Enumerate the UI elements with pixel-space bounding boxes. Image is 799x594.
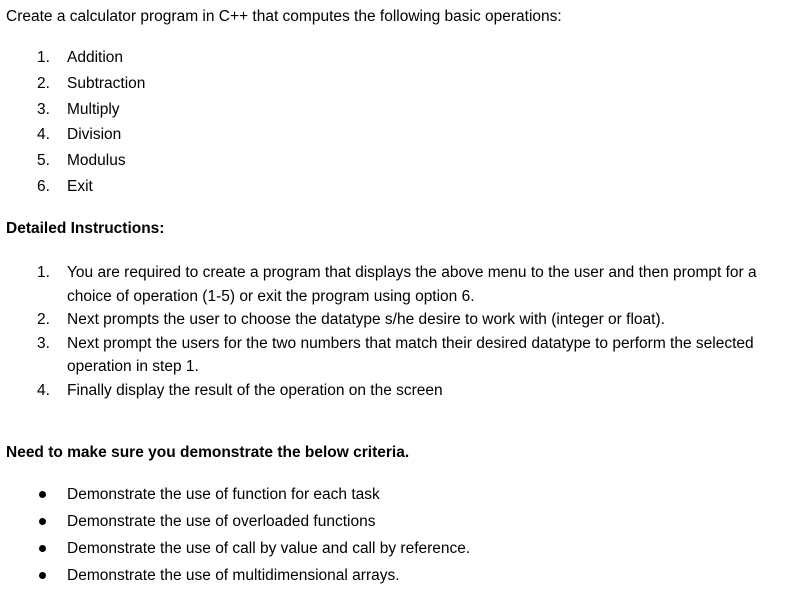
bullet-icon <box>39 518 46 525</box>
criteria-text: Demonstrate the use of multidimensional arrays. <box>67 567 400 584</box>
criteria-text: Demonstrate the use of call by value and call by reference. <box>67 540 471 557</box>
operation-number: 1. <box>37 49 50 66</box>
operation-label: Subtraction <box>67 74 146 92</box>
instruction-text: Next prompt the users for the two numbers that match their desired datatype to perform the selected operation in step 1. <box>67 334 754 375</box>
instruction-item <box>0 379 792 403</box>
operation-label: Addition <box>67 49 124 66</box>
instruction-text: Finally display the result of the operation on the screen <box>67 381 443 399</box>
instruction-text: Next prompts the user to choose the datatype s/he desire to work with (integer or float). <box>67 311 665 328</box>
criteria-text: Demonstrate the use of overloaded functions <box>67 513 376 530</box>
bullet-icon <box>39 572 46 579</box>
operation-label: Exit <box>67 177 93 195</box>
criteria-text: Demonstrate the use of function for each task <box>67 486 380 503</box>
operation-label: Division <box>67 126 122 144</box>
instructions-list <box>0 261 792 402</box>
operation-number: 3. <box>37 100 50 118</box>
operation-label: Modulus <box>67 152 126 170</box>
instructions-heading: Detailed Instructions: <box>6 220 165 237</box>
bullet-icon <box>39 491 46 498</box>
instruction-item <box>0 332 792 379</box>
intro-text: Create a calculator program in C++ that computes the following basic operations: <box>6 8 562 25</box>
instruction-item <box>0 308 792 332</box>
instruction-item <box>0 261 792 308</box>
operation-number: 4. <box>37 126 50 144</box>
instruction-text: You are required to create a program that displays the above menu to the user and then prompt for a choice of operation (1-5) or exit the program using option 6. <box>67 264 757 305</box>
instruction-number: 4. <box>37 381 50 399</box>
operation-number: 2. <box>37 74 50 92</box>
criteria-heading: Need to make sure you demonstrate the below criteria. <box>6 444 410 461</box>
instruction-number: 1. <box>37 264 50 281</box>
instruction-number: 2. <box>37 311 50 328</box>
operation-label: Multiply <box>67 100 120 118</box>
instruction-number: 3. <box>37 334 50 352</box>
operation-number: 5. <box>37 152 50 170</box>
operation-number: 6. <box>37 177 50 195</box>
bullet-icon <box>39 545 46 552</box>
